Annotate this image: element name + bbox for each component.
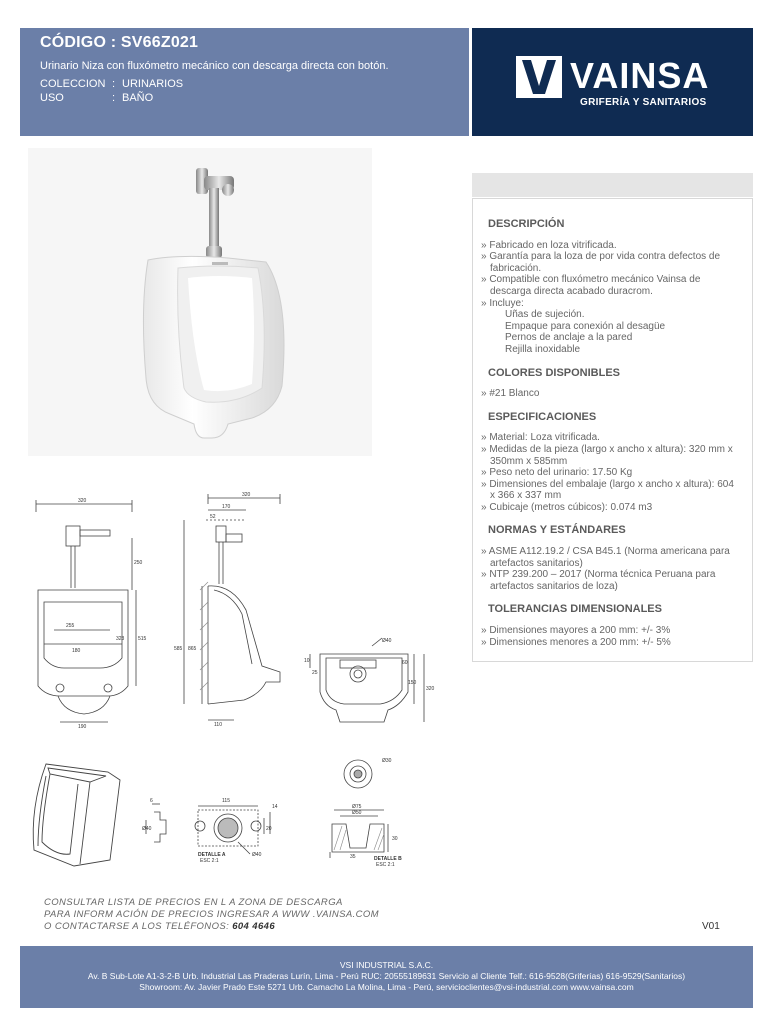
dim-label: 320: [242, 492, 251, 498]
dim-label: Ø40: [252, 852, 262, 858]
include-item: Uñas de sujeción.: [505, 309, 585, 321]
note-line: PARA INFORM ACIÓN DE PRECIOS INGRESAR A WWW .VAINSA.COM: [44, 909, 379, 920]
note-contact: O CONTACTARSE A LOS TELÉFONOS:: [44, 921, 230, 932]
dim-label: 515: [138, 636, 147, 642]
dim-label: Ø75: [352, 804, 362, 810]
dim-label: 35: [350, 854, 356, 860]
specifications-section: [481, 412, 738, 514]
spec-item: » Cubicaje (metros cúbicos): 0.074 m3: [481, 501, 653, 513]
detail-label: DETALLE B: [374, 856, 402, 862]
brand-header: [472, 28, 753, 136]
note-line: CONSULTAR LISTA DE PRECIOS EN L A ZONA DE DESCARGA: [44, 897, 343, 908]
section-title: DESCRIPCIÓN: [488, 218, 565, 230]
phone-number: 604 4646: [232, 921, 276, 932]
dim-label: 10: [304, 658, 310, 664]
side-view-drawing: [170, 490, 286, 730]
include-item: Empaque para conexión al desagüe: [505, 320, 666, 332]
dim-label: Ø30: [382, 758, 392, 764]
dim-label: 190: [78, 724, 87, 730]
company-showroom: Showroom: Av. Javier Prado Este 5271 Urb. Camacho La Molina, Lima - Perú, servicioclientes@vsi-industrial.com www.vainsa.com: [139, 982, 634, 992]
section-title: ESPECIFICACIONES: [488, 410, 597, 423]
dim-label: 180: [72, 648, 81, 654]
description-section: [481, 219, 738, 356]
spec-item: » Medidas de la pieza (largo x ancho x altura): 320 mm x 350mm x 585mm: [481, 443, 733, 467]
spec-item: » Dimensiones del embalaje (largo x ancho x altura): 604 x 366 x 337 mm: [481, 478, 734, 502]
spec-item: » Fabricado en loza vitrificada.: [481, 239, 617, 251]
spec-item: » Incluye:: [481, 297, 524, 309]
product-code: CÓDIGO : SV66Z021: [40, 34, 199, 51]
spec-item: » Peso neto del urinario: 17.50 Kg: [481, 467, 633, 479]
product-photo: [28, 148, 372, 456]
dim-label: 323: [116, 636, 125, 642]
dim-label: 115: [222, 798, 230, 804]
use-value: BAÑO: [122, 92, 154, 104]
vainsa-logo-icon: [516, 56, 562, 98]
dim-label: 30: [392, 836, 398, 842]
detail-label: DETALLE A: [198, 852, 226, 858]
spec-item: » Dimensiones mayores a 200 mm: +/- 3%: [481, 625, 671, 637]
dim-label: Ø50: [352, 810, 362, 816]
dim-label: Ø40: [142, 826, 152, 832]
tolerances-section: [481, 604, 738, 648]
spec-item: » Material: Loza vitrificada.: [481, 432, 600, 444]
dim-label: 60: [402, 660, 408, 666]
use-label: USO: [40, 92, 64, 104]
specs-panel: [472, 198, 753, 662]
product-header: [20, 28, 469, 136]
dim-label: 150: [408, 680, 417, 686]
specs-title-bar: [472, 173, 753, 197]
company-footer: [20, 946, 753, 1008]
version-label: V01: [702, 921, 720, 932]
company-name: VSI INDUSTRIAL S.A.C.: [339, 960, 434, 970]
spec-item: » NTP 239.200 – 2017 (Norma técnica Peruana para artefactos sanitarios de loza): [481, 569, 716, 592]
collection-row: [40, 78, 469, 90]
spec-item: » Compatible con fluxómetro mecánico Vainsa de descarga directa acabado duracrom.: [481, 274, 701, 297]
spec-item: » Garantía para la loza de por vida contra defectos de fabricación.: [481, 251, 721, 274]
collection-label: COLECCION: [40, 78, 106, 90]
isometric-drawing: [28, 758, 124, 870]
pricing-note: [44, 897, 379, 933]
dim-label: 170: [222, 504, 231, 510]
brand-tagline: GRIFERÍA Y SANITARIOS: [580, 97, 707, 108]
brand-name: VAINSA: [570, 55, 710, 96]
dim-label: 250: [134, 560, 143, 566]
dim-label: 255: [66, 623, 75, 629]
dim-label: 865: [188, 646, 197, 652]
dim-label: 585: [174, 646, 183, 652]
dim-label: 14: [272, 804, 278, 810]
section-title: TOLERANCIAS DIMENSIONALES: [488, 603, 662, 616]
dim-label: 52: [210, 514, 216, 520]
dim-label: 320: [78, 498, 87, 504]
top-view-drawing: [300, 634, 438, 730]
use-colon: :: [112, 92, 116, 104]
collection-value: URINARIOS: [122, 78, 184, 90]
spec-item: » ASME A112.19.2 / CSA B45.1 (Norma americana para artefactos sanitarios): [481, 546, 730, 569]
detail-scale: ESC 2:1: [200, 858, 219, 864]
spec-item: » Dimensiones menores a 200 mm: +/- 5%: [481, 636, 671, 648]
detail-a-drawing: [142, 790, 282, 870]
company-address: Av. B Sub-Lote A1-3-2-B Urb. Industrial Las Praderas Lurín, Lima - Perú RUC: 20555189631 Servicio al Cliente Telf.: 616-9528(Griferías) 616-9529(Sanitarios): [87, 971, 686, 981]
front-view-drawing: [24, 490, 147, 730]
dim-label: 320: [426, 686, 435, 692]
dim-label: Ø40: [382, 638, 392, 644]
detail-scale: ESC 2:1: [376, 862, 395, 868]
detail-b-drawing: [326, 754, 410, 870]
note-line: [44, 921, 379, 933]
colors-section: [481, 368, 738, 400]
include-item: Pernos de anclaje a la pared: [505, 332, 633, 344]
include-item: Rejilla inoxidable: [505, 343, 581, 355]
section-title: COLORES DISPONIBLES: [488, 366, 621, 379]
dim-label: 6: [150, 798, 153, 804]
section-title: NORMAS Y ESTÁNDARES: [488, 524, 626, 537]
product-description: Urinario Niza con fluxómetro mecánico con descarga directa con botón.: [40, 60, 389, 72]
dim-label: 25: [312, 670, 318, 676]
spec-item: » #21 Blanco: [481, 388, 540, 400]
use-row: [40, 92, 469, 104]
standards-section: [481, 525, 738, 592]
dim-label: 20: [266, 826, 272, 832]
collection-colon: :: [112, 78, 116, 90]
dim-label: 110: [214, 722, 222, 728]
